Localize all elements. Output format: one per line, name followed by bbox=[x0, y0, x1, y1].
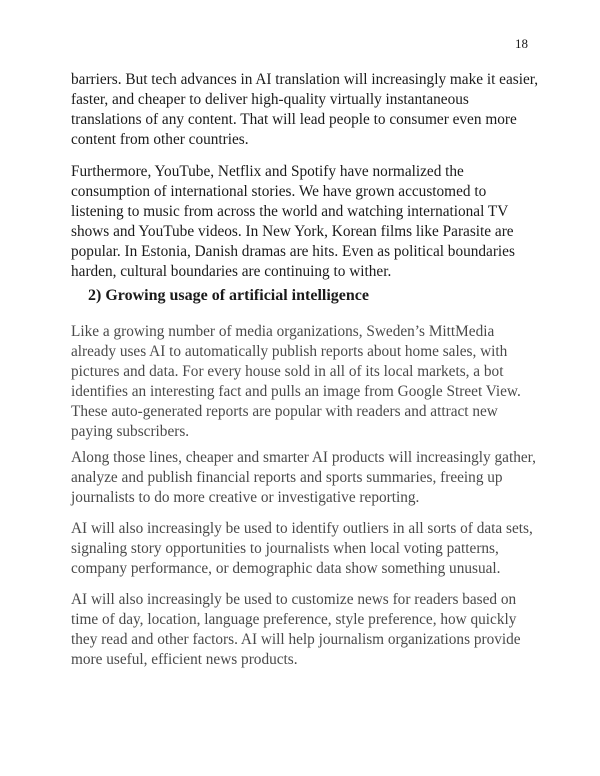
paragraph-translation: barriers. But tech advances in AI translation will increasingly make it easier, faster, and cheaper to deliver high-quality virtually instantaneous translations of any content. That will lead people to consumer even more content from other countries. bbox=[71, 71, 539, 148]
page-number: 18 bbox=[515, 36, 528, 51]
paragraph-mittmedia: Like a growing number of media organizations, Sweden’s MittMedia already uses AI to automatically publish reports about home sales, with pictures and data. For every house sold in all of its local markets, a bot identifies an interesting fact and pulls an image from Google Street View. These auto-generated reports are popular with readers and attract new paying subscribers. bbox=[71, 323, 521, 440]
paragraph-financial-reports: Along those lines, cheaper and smarter AI products will increasingly gather, analyze and publish financial reports and sports summaries, freeing up journalists to do more creative or investigative reporting. bbox=[71, 449, 536, 506]
paragraph-streaming: Furthermore, YouTube, Netflix and Spotify have normalized the consumption of international stories. We have grown accustomed to listening to music from across the world and watching international TV shows and YouTube videos. In New York, Korean films like Parasite are popular. In Estonia, Danish dramas are hits. Even as political boundaries harden, cultural boundaries are continuing to wither. bbox=[71, 163, 515, 280]
section-heading: 2) Growing usage of artificial intelligence bbox=[88, 287, 369, 304]
paragraph-customize-news: AI will also increasingly be used to customize news for readers based on time of day, location, language preference, style preference, how quickly they read and other factors. AI will help journalism organizations provide more useful, efficient news products. bbox=[71, 591, 521, 668]
paragraph-outliers: AI will also increasingly be used to identify outliers in all sorts of data sets, signaling story opportunities to journalists when local voting patterns, company performance, or demographic data show something unusual. bbox=[71, 520, 533, 577]
